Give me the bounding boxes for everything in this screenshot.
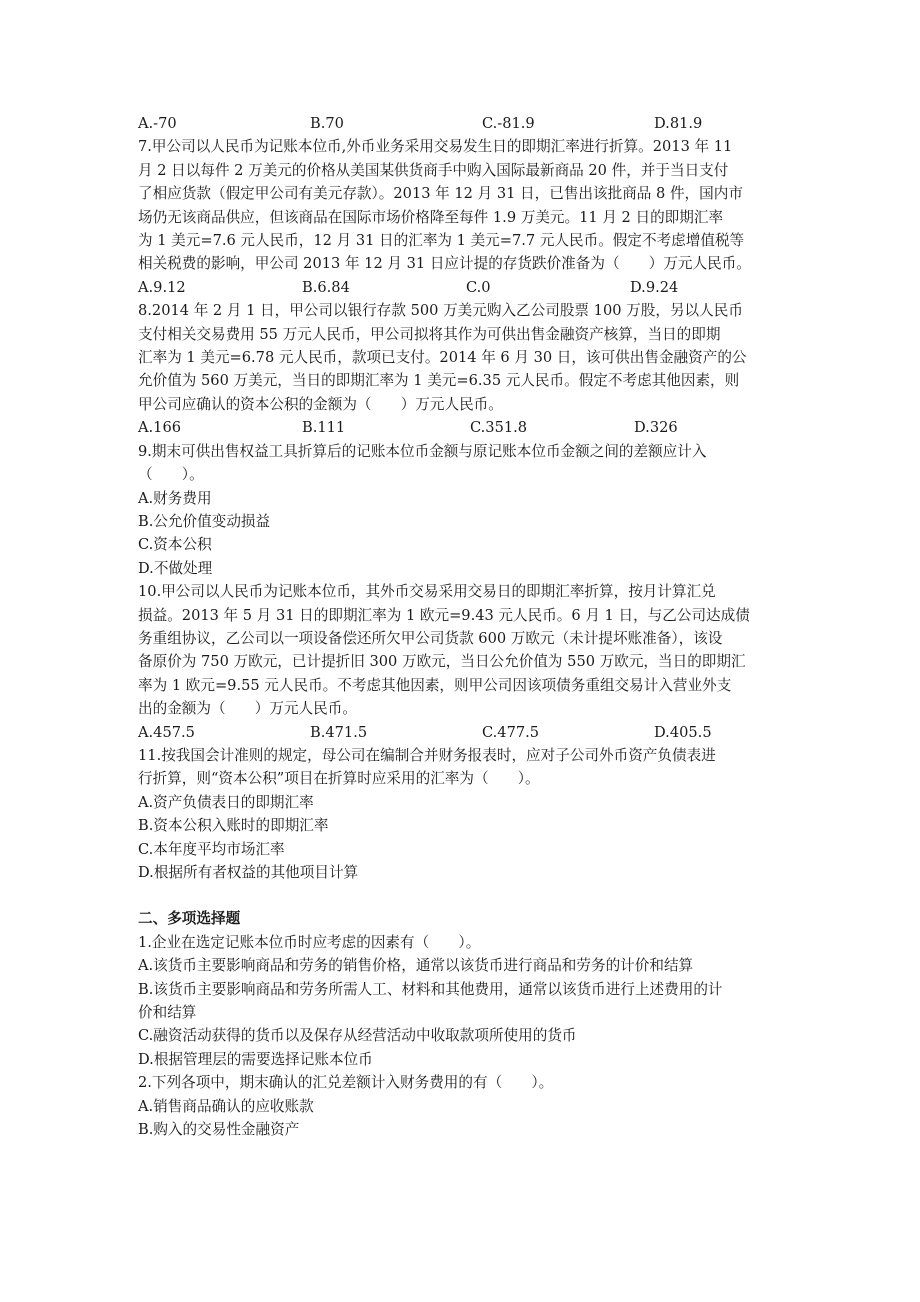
option-d: D.9.24 bbox=[630, 278, 679, 296]
question-line: 9.期末可供出售权益工具折算后的记账本位币金额与原记账本位币金额之间的差额应计入 bbox=[138, 442, 707, 460]
option-a: A.资产负债表日的即期汇率 bbox=[138, 793, 314, 811]
option-d: D.根据所有者权益的其他项目计算 bbox=[138, 864, 359, 881]
q6-options bbox=[138, 112, 798, 135]
question-line: 相关税费的影响，甲公司 2013 年 12 月 31 日应计提的存货跌价准备为（ ）万元人民币。 bbox=[138, 255, 751, 273]
option-b: B.资本公积入账时的即期汇率 bbox=[138, 817, 329, 835]
option-b: B.该货币主要影响商品和劳务所需人工、材料和其他费用，通常以该货币进行上述费用的计 bbox=[138, 980, 723, 998]
question-line: 了相应货款（假定甲公司有美元存款）。2013 年 12 月 31 日，已售出该批商品 8 件，国内市 bbox=[138, 185, 743, 203]
option-d: D.不做处理 bbox=[138, 559, 213, 577]
question-line: 为 1 美元=7.6 元人民币，12 月 31 日的汇率为 1 美元=7.7 元人民币。假定不考虑增值税等 bbox=[138, 232, 745, 250]
option-c: C.0 bbox=[466, 278, 491, 296]
option-c: C.资本公积 bbox=[138, 536, 212, 554]
question-line: 率为 1 欧元=9.55 元人民币。不考虑其他因素，则甲公司因该项债务重组交易计入营业外支 bbox=[138, 676, 732, 694]
question-line: 汇率为 1 美元=6.78 元人民币，款项已支付。2014 年 6 月 30 日，该可供出售金融资产的公 bbox=[138, 349, 747, 367]
question-line: 月 2 日以每件 2 万美元的价格从美国某供货商手中购入国际最新商品 20 件，并于当日支付 bbox=[138, 161, 729, 179]
option-c: C.-81.9 bbox=[482, 115, 535, 132]
question-line: 备原价为 750 万欧元，已计提折旧 300 万欧元，当日公允价值为 550 万欧元，当日的即期汇 bbox=[138, 653, 746, 671]
option-c: C.351.8 bbox=[470, 419, 528, 437]
option-b: B.70 bbox=[310, 115, 344, 132]
option-b-continued: 价和结算 bbox=[138, 1004, 197, 1022]
option-b: B.6.84 bbox=[302, 278, 350, 296]
option-a: A.销售商品确认的应收账款 bbox=[138, 1097, 314, 1115]
question-line: （ ）。 bbox=[138, 466, 204, 484]
section-title: 二、多项选择题 bbox=[138, 910, 241, 928]
question-line: 务重组协议，乙公司以一项设备偿还所欠甲公司货款 600 万欧元（未计提坏账准备），该设 bbox=[138, 629, 723, 647]
question-line: 甲公司应确认的资本公积的金额为（ ）万元人民币。 bbox=[138, 395, 503, 413]
question-line: 8.2014 年 2 月 1 日，甲公司以银行存款 500 万美元购入乙公司股票 100 万股，另以人民币 bbox=[138, 302, 743, 320]
question-7 bbox=[138, 135, 798, 299]
multi-question-1 bbox=[138, 931, 798, 1071]
option-d: D.根据管理层的需要选择记账本位币 bbox=[138, 1050, 373, 1068]
question-line: 11.按我国会计准则的规定，母公司在编制合并财务报表时，应对子公司外币资产负债表进 bbox=[138, 746, 716, 764]
document-page bbox=[138, 112, 798, 1141]
option-b: B.公允价值变动损益 bbox=[138, 512, 271, 530]
option-d: D.405.5 bbox=[654, 723, 712, 741]
q8-options bbox=[138, 416, 798, 439]
option-a: A.财务费用 bbox=[138, 489, 212, 507]
question-line: 场仍无该商品供应，但该商品在国际市场价格降至每件 1.9 万美元。11 月 2 日的即期汇率 bbox=[138, 208, 724, 226]
option-a: A.9.12 bbox=[138, 278, 186, 296]
question-line: 2.下列各项中，期末确认的汇兑差额计入财务费用的有（ ）。 bbox=[138, 1074, 554, 1092]
option-c: C.本年度平均市场汇率 bbox=[138, 840, 285, 858]
option-b: B.购入的交易性金融资产 bbox=[138, 1121, 300, 1139]
question-8 bbox=[138, 299, 798, 439]
question-line: 1.企业在选定记账本位币时应考虑的因素有（ ）。 bbox=[138, 933, 481, 951]
question-line: 支付相关交易费用 55 万元人民币，甲公司拟将其作为可供出售金融资产核算，当日的即期 bbox=[138, 325, 721, 343]
question-11 bbox=[138, 744, 798, 884]
question-line: 7.甲公司以人民币为记账本位币,外币业务采用交易发生日的即期汇率进行折算。2013 年 11 bbox=[138, 138, 733, 156]
question-line: 出的金额为（ ）万元人民币。 bbox=[138, 700, 357, 718]
option-c: C.融资活动获得的货币以及保存从经营活动中收取款项所使用的货币 bbox=[138, 1027, 577, 1045]
multi-question-2 bbox=[138, 1071, 798, 1141]
q7-options bbox=[138, 276, 798, 299]
question-line: 10.甲公司以人民币为记账本位币，其外币交易采用交易日的即期汇率折算，按月计算汇兑 bbox=[138, 583, 716, 601]
question-10 bbox=[138, 580, 798, 744]
option-a: A.该货币主要影响商品和劳务的销售价格，通常以该货币进行商品和劳务的计价和结算 bbox=[138, 957, 694, 975]
question-9 bbox=[138, 440, 798, 580]
option-a: A.457.5 bbox=[138, 723, 195, 741]
question-line: 损益。2013 年 5 月 31 日的即期汇率为 1 欧元=9.43 元人民币。6 月 1 日，与乙公司达成债 bbox=[138, 606, 750, 624]
option-b: B.111 bbox=[302, 419, 346, 437]
option-a: A.-70 bbox=[138, 115, 177, 132]
question-line: 允价值为 560 万美元，当日的即期汇率为 1 美元=6.35 元人民币。假定不考虑其他因素，则 bbox=[138, 372, 740, 390]
q10-options bbox=[138, 721, 798, 744]
option-d: D.81.9 bbox=[654, 115, 703, 132]
option-d: D.326 bbox=[634, 419, 678, 437]
option-a: A.166 bbox=[138, 419, 182, 437]
question-line: 行折算，则“资本公积”项目在折算时应采用的汇率为（ ）。 bbox=[138, 770, 540, 788]
option-b: B.471.5 bbox=[310, 723, 368, 741]
option-c: C.477.5 bbox=[482, 723, 540, 741]
